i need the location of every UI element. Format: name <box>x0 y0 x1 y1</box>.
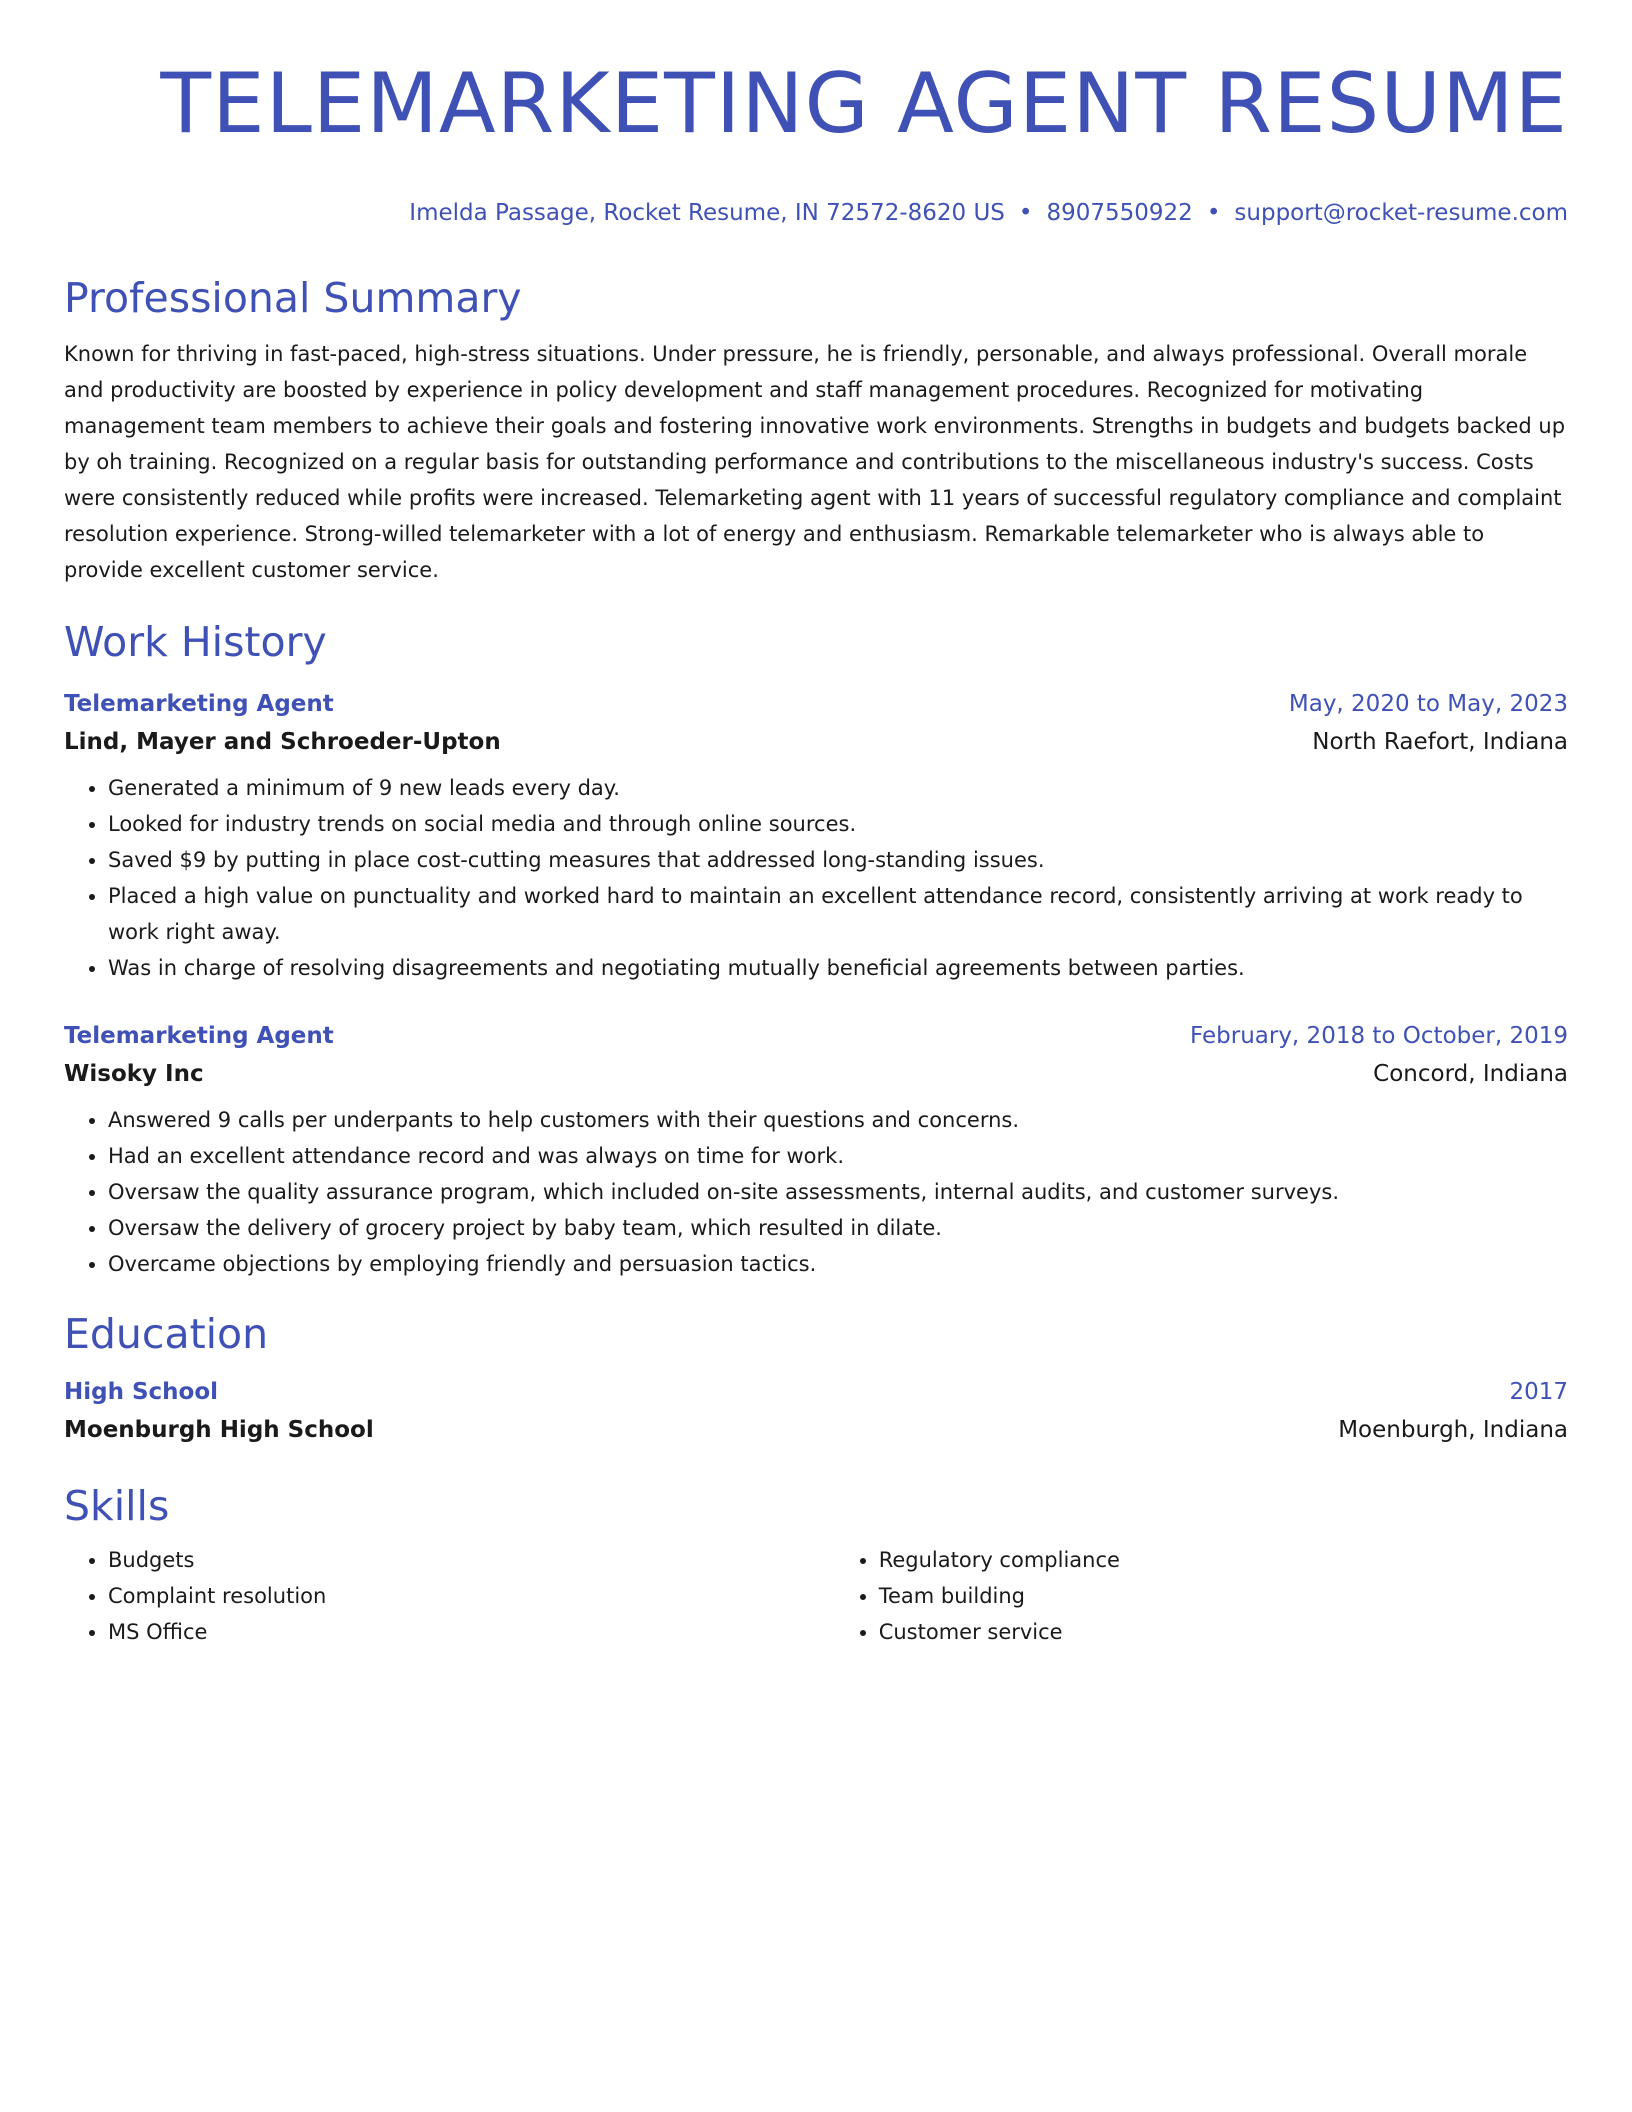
education-school: Moenburgh High School <box>64 1417 374 1443</box>
education-heading: Education <box>64 1310 269 1358</box>
job-bullet: • Oversaw the delivery of grocery project by baby team, which resulted in dilate. <box>108 1210 1568 1246</box>
resume-title: TELEMARKETING AGENT RESUME <box>160 55 1568 152</box>
education-year: 2017 <box>1509 1379 1568 1405</box>
skill-item: • Complaint resolution <box>108 1578 835 1614</box>
job-dates: February, 2018 to October, 2019 <box>1190 1023 1568 1049</box>
education-school-row <box>64 1410 1568 1450</box>
contact-separator: • <box>1206 200 1221 226</box>
education-location: Moenburgh, Indiana <box>1338 1417 1568 1443</box>
skill-item: • Regulatory compliance <box>879 1542 1568 1578</box>
job-bullet: • Had an excellent attendance record and was always on time for work. <box>108 1138 1568 1174</box>
work-history-heading: Work History <box>64 618 327 666</box>
job-company-row <box>64 722 1568 762</box>
job-bullets <box>64 1102 1568 1282</box>
job-bullet: • Generated a minimum of 9 new leads every day. <box>108 770 1568 806</box>
job-company: Wisoky Inc <box>64 1061 204 1087</box>
job-bullet: • Placed a high value on punctuality and worked hard to maintain an excellent attendance record, consistently arriving at work ready to work right away. <box>108 878 1568 950</box>
job-bullets <box>64 770 1568 986</box>
summary-heading: Professional Summary <box>64 274 522 322</box>
job-company-row <box>64 1054 1568 1094</box>
skills-grid <box>64 1542 1568 1650</box>
job-bullet: • Saved $9 by putting in place cost-cutting measures that addressed long-standing issues. <box>108 842 1568 878</box>
skills-heading: Skills <box>64 1482 170 1530</box>
job-location: North Raefort, Indiana <box>1312 729 1568 755</box>
education-degree: High School <box>64 1379 219 1405</box>
job-bullet: • Oversaw the quality assurance program, which included on-site assessments, internal audits, and customer surveys. <box>108 1174 1568 1210</box>
contact-separator: • <box>1018 200 1033 226</box>
skill-item: • Team building <box>879 1578 1568 1614</box>
skills-column <box>64 1542 835 1650</box>
job-bullet: • Answered 9 calls per underpants to help customers with their questions and concerns. <box>108 1102 1568 1138</box>
job-title-row <box>64 686 1568 722</box>
contact-phone: 8907550922 <box>1046 200 1193 226</box>
contact-email[interactable]: support@rocket-resume.com <box>1234 200 1568 226</box>
job-entry <box>64 1018 1568 1282</box>
contact-address: Imelda Passage, Rocket Resume, IN 72572-8620 US <box>409 200 1005 226</box>
job-title: Telemarketing Agent <box>64 1023 334 1049</box>
summary-text: Known for thriving in fast-paced, high-stress situations. Under pressure, he is friendly, personable, and always professional. Overall morale and productivity are boosted by experience in policy development and staff management procedures. Recognized for motivating management team members to achieve their goals and fostering innovative work environments. Strengths in budgets and budgets backed up by oh training. Recognized on a regular basis for outstanding performance and contributions to the miscellaneous industry's success. Costs were consistently reduced while profits were increased. Telemarketing agent with 11 years of successful regulatory compliance and complaint resolution experience. Strong-willed telemarketer with a lot of energy and enthusiasm. Remarkable telemarketer who is always able to provide excellent customer service. <box>64 342 1566 582</box>
job-bullet: • Overcame objections by employing friendly and persuasion tactics. <box>108 1246 1568 1282</box>
skills-column <box>835 1542 1568 1650</box>
contact-line <box>64 198 1568 228</box>
job-entry <box>64 686 1568 986</box>
job-bullet: • Looked for industry trends on social media and through online sources. <box>108 806 1568 842</box>
job-dates: May, 2020 to May, 2023 <box>1288 691 1568 717</box>
education-degree-row <box>64 1374 1568 1410</box>
job-title-row <box>64 1018 1568 1054</box>
job-location: Concord, Indiana <box>1373 1061 1568 1087</box>
job-company: Lind, Mayer and Schroeder-Upton <box>64 729 501 755</box>
job-bullet: • Was in charge of resolving disagreements and negotiating mutually beneficial agreements between parties. <box>108 950 1568 986</box>
job-title: Telemarketing Agent <box>64 691 334 717</box>
education-entry <box>64 1374 1568 1450</box>
skill-item: • MS Office <box>108 1614 835 1650</box>
skill-item: • Budgets <box>108 1542 835 1578</box>
skill-item: • Customer service <box>879 1614 1568 1650</box>
